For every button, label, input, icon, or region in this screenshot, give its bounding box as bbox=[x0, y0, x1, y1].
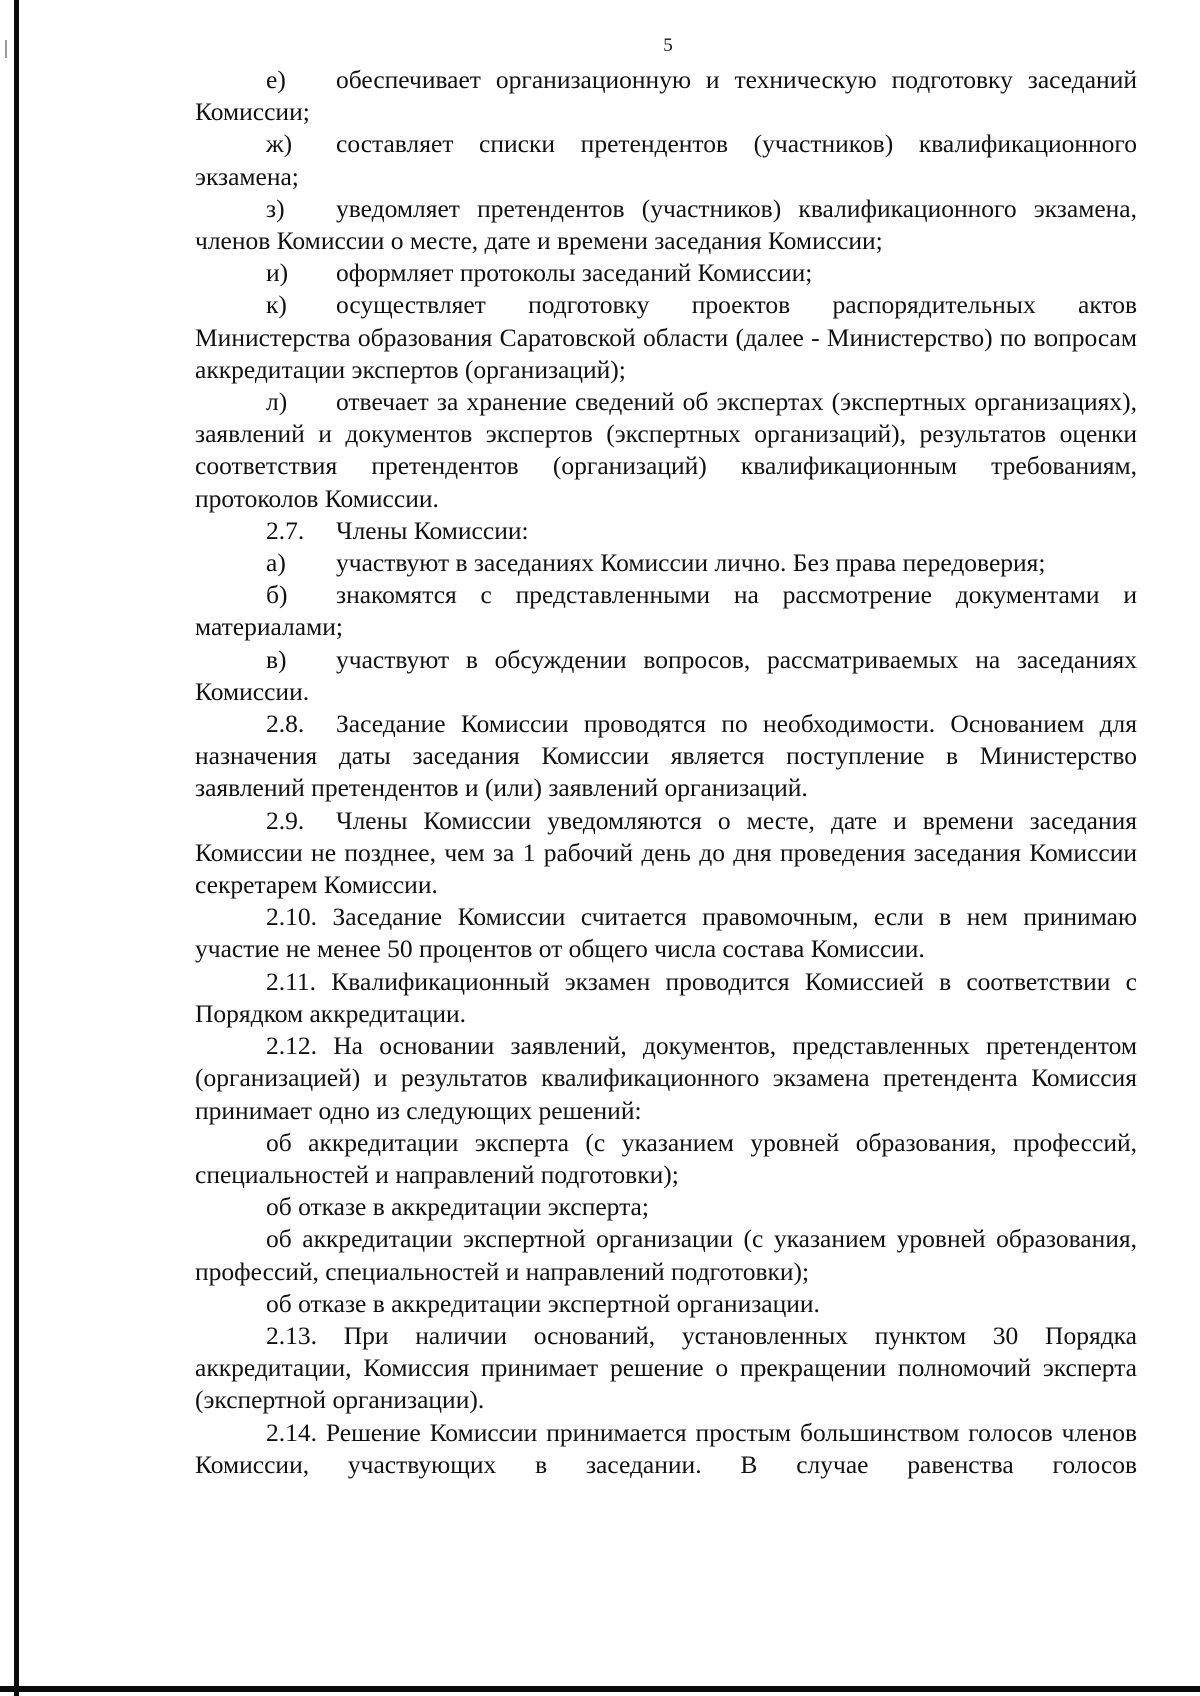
paragraph-text: 2.13. При наличии оснований, установленных пунктом 30 Порядка аккредитации, Комиссия принимает решение о прекращении полномочий эксперта (экспертной организации). bbox=[195, 1320, 1137, 1415]
paragraph-item-b bbox=[195, 579, 1137, 643]
paragraph-text: участвуют в заседаниях Комиссии лично. Без права передоверия; bbox=[336, 548, 1046, 578]
paragraph-text: 2.12. На основании заявлений, документов, представленных претендентом (организацией) и результатов квалификационного экзамена претендента Комиссия принимает одно из следующих решений: bbox=[195, 1031, 1137, 1125]
paragraph-item-l bbox=[195, 386, 1137, 515]
paragraph-text: об аккредитации эксперта (с указанием уровней образования, профессий, специальностей и направлений подготовки); bbox=[195, 1127, 1137, 1189]
scan-bottom-border bbox=[0, 1686, 1200, 1692]
item-label: е) bbox=[266, 65, 286, 94]
paragraph-2-13 bbox=[195, 1320, 1137, 1417]
paragraph-text: об отказе в аккредитации экспертной организации. bbox=[266, 1288, 820, 1318]
paragraph-item-z bbox=[195, 193, 1137, 257]
item-label: з) bbox=[266, 193, 285, 223]
item-label: б) bbox=[266, 580, 288, 610]
item-label: л) bbox=[266, 387, 288, 417]
paragraph-text: уведомляет претендентов (участников) квалификационного экзамена, членов Комиссии о месте, дате и времени заседания Комиссии; bbox=[195, 193, 1137, 256]
paragraph-text: об аккредитации экспертной организации (с указанием уровней образования, профессий, специальностей и направлений подготовки); bbox=[195, 1224, 1137, 1286]
paragraph-2-9 bbox=[195, 805, 1137, 902]
paragraph-item-e bbox=[195, 64, 1137, 128]
paragraph-item-zh bbox=[195, 128, 1137, 192]
decision-option-accreditation-expert bbox=[195, 1127, 1137, 1191]
item-label: 2.7. bbox=[266, 515, 305, 545]
paragraph-text: составляет списки претендентов (участников) квалификационного экзамена; bbox=[195, 129, 1137, 191]
paragraph-text: Члены Комиссии уведомляются о месте, дате и времени заседания Комиссии не позднее, чем за 1 рабочий день до дня проведения заседания Комиссии секретарем Комиссии. bbox=[195, 805, 1137, 900]
paragraph-text: знакомятся с представленными на рассмотрение документами и материалами; bbox=[195, 580, 1137, 642]
item-label: ж) bbox=[266, 129, 293, 159]
paragraph-item-i bbox=[195, 257, 1137, 289]
document-body bbox=[195, 64, 1137, 1481]
paragraph-2-14 bbox=[195, 1417, 1137, 1481]
paragraph-text: об отказе в аккредитации эксперта; bbox=[266, 1192, 649, 1222]
decision-option-refusal-expert bbox=[195, 1191, 1137, 1223]
item-label: 2.8. bbox=[266, 709, 305, 739]
item-label: в) bbox=[266, 644, 287, 674]
paragraph-text: участвуют в обсуждении вопросов, рассматриваемых на заседаниях Комиссии. bbox=[195, 644, 1137, 706]
scan-left-border bbox=[14, 0, 19, 1696]
paragraph-item-v bbox=[195, 644, 1137, 708]
paragraph-2-8 bbox=[195, 708, 1137, 805]
paragraph-2-7 bbox=[195, 515, 1137, 547]
paragraph-2-11 bbox=[195, 966, 1137, 1030]
paragraph-text: 2.11. Квалификационный экзамен проводится Комиссией в соответствии с Порядком аккредитации. bbox=[195, 966, 1137, 1028]
paragraph-item-k bbox=[195, 289, 1137, 386]
item-label: 2.9. bbox=[266, 805, 305, 835]
item-label: и) bbox=[266, 258, 289, 288]
paragraph-text: обеспечивает организационную и техническую подготовку заседаний Комиссии; bbox=[195, 65, 1137, 127]
paragraph-item-a bbox=[195, 547, 1137, 579]
paragraph-text: Члены Комиссии: bbox=[336, 515, 529, 545]
item-label: к) bbox=[266, 290, 287, 320]
paragraph-text: Заседание Комиссии проводятся по необходимости. Основанием для назначения даты заседания Комиссии является поступление в Министерство заявлений претендентов и (или) заявлений организаций. bbox=[195, 709, 1137, 803]
paragraph-2-12 bbox=[195, 1030, 1137, 1127]
scan-left-edge bbox=[0, 0, 22, 1696]
paragraph-text: 2.10. Заседание Комиссии считается правомочным, если в нем принимаю участие не менее 50 процентов от общего числа состава Комиссии. bbox=[195, 902, 1137, 964]
paragraph-text: оформляет протоколы заседаний Комиссии; bbox=[336, 258, 813, 288]
decision-option-accreditation-organization bbox=[195, 1223, 1137, 1287]
paragraph-text: отвечает за хранение сведений об экспертах (экспертных организациях), заявлений и документов экспертов (экспертных организаций), результатов оценки соответствия претендентов (организаций) квалификационным требованиям, протоколов Комиссии. bbox=[195, 387, 1137, 513]
decision-option-refusal-organization bbox=[195, 1288, 1137, 1320]
paragraph-text: 2.14. Решение Комиссии принимается простым большинством голосов членов Комиссии, участвующих в заседании. В случае равенства голосов bbox=[195, 1417, 1137, 1479]
paragraph-text: осуществляет подготовку проектов распорядительных актов Министерства образования Саратовской области (далее - Министерство) по вопросам аккредитации экспертов (организаций); bbox=[195, 290, 1137, 384]
page-number: 5 bbox=[663, 35, 673, 56]
item-label: а) bbox=[266, 548, 286, 578]
paragraph-2-10 bbox=[195, 901, 1137, 965]
